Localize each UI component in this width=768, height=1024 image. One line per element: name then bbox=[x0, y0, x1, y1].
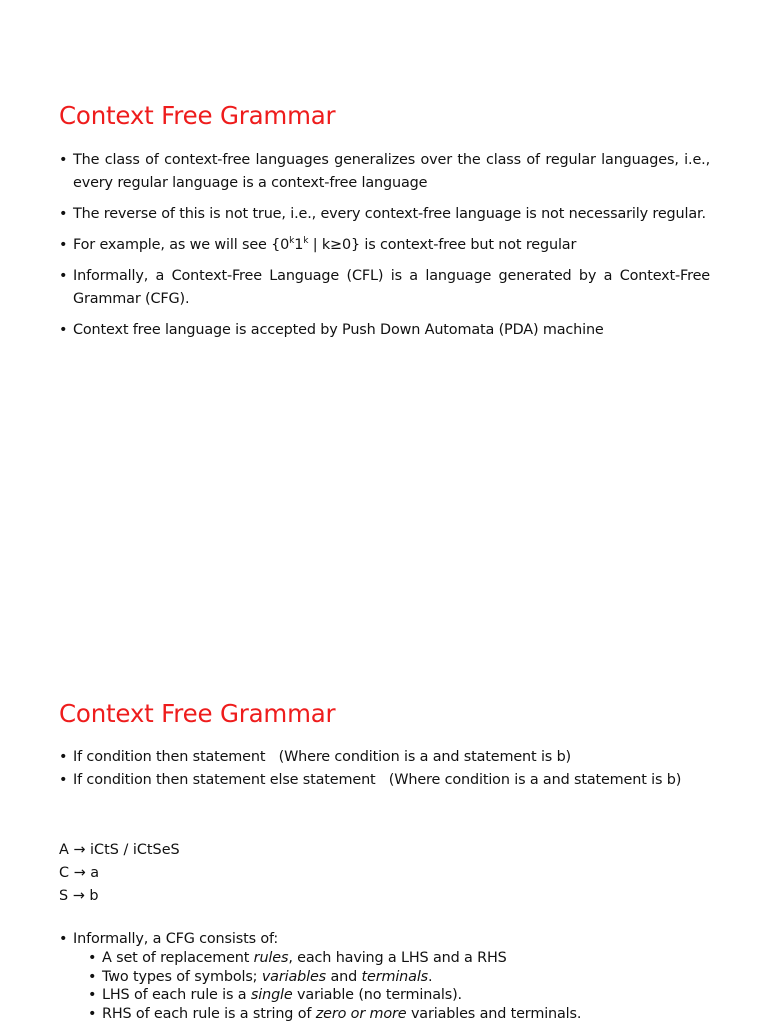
list-item: • Informally, a Context-Free Language (CFL) is a language generated by a Context-Free Grammar (CFG). bbox=[59, 265, 710, 311]
bullet-icon: • bbox=[88, 987, 97, 1004]
slide-title: Context Free Grammar bbox=[59, 101, 336, 130]
list-item: • If condition then statement (Where condition is a and statement is b) bbox=[59, 746, 710, 769]
bullet-icon: • bbox=[59, 772, 68, 788]
sub-list-item: • A set of replacement rules, each having a LHS and a RHS bbox=[88, 950, 507, 966]
list-item: • The reverse of this is not true, i.e., every context-free language is not necessarily regular. bbox=[59, 203, 710, 226]
bullet-icon: • bbox=[88, 1006, 97, 1023]
bullet-icon: • bbox=[59, 322, 68, 338]
slide-title: Context Free Grammar bbox=[59, 699, 336, 728]
cfg-sub-list bbox=[73, 949, 710, 1024]
cfg-definition-list bbox=[59, 930, 710, 1024]
bullet-icon: • bbox=[59, 237, 68, 253]
grammar-rule: S → b bbox=[59, 888, 99, 904]
bullet-icon: • bbox=[59, 931, 68, 947]
list-item: • If condition then statement else statement (Where condition is a and statement is b) bbox=[59, 769, 710, 792]
grammar-rule: C → a bbox=[59, 865, 100, 881]
list-item: • The class of context-free languages generalizes over the class of regular languages, i.e., every regular language is a context-free language bbox=[59, 149, 710, 195]
if-statement-list bbox=[59, 746, 710, 792]
sub-list-item: • Two types of symbols; variables and terminals. bbox=[88, 968, 433, 985]
list-item: • Informally, a CFG consists of: • A set of replacement rules, each having a LHS and a RHS • Two types of symbols; variables and terminals. • LHS of each rule is a single variable (no terminals). • RHS of each rule is a string of zero or more variables and terminals. bbox=[59, 930, 710, 1024]
slide-2 bbox=[0, 598, 768, 1024]
bullet-icon: • bbox=[88, 950, 97, 966]
bullet-icon: • bbox=[59, 152, 68, 168]
list-item: • Context free language is accepted by Push Down Automata (PDA) machine bbox=[59, 319, 710, 342]
list-item: • For example, as we will see {0$^k$1$^k$ | k≥0} is context-free but not regular bbox=[59, 234, 710, 257]
sub-list-item: • RHS of each rule is a string of zero or more variables and terminals. bbox=[88, 1006, 582, 1023]
grammar-rule: A → iCtS / iCtSeS bbox=[59, 842, 180, 858]
sub-list-item: • LHS of each rule is a single variable (no terminals). bbox=[88, 987, 462, 1004]
grammar-rules bbox=[59, 839, 180, 908]
bullet-icon: • bbox=[59, 749, 68, 765]
bullet-list bbox=[59, 149, 710, 350]
bullet-icon: • bbox=[59, 206, 68, 222]
bullet-icon: • bbox=[88, 968, 97, 985]
bullet-icon: • bbox=[59, 268, 68, 284]
